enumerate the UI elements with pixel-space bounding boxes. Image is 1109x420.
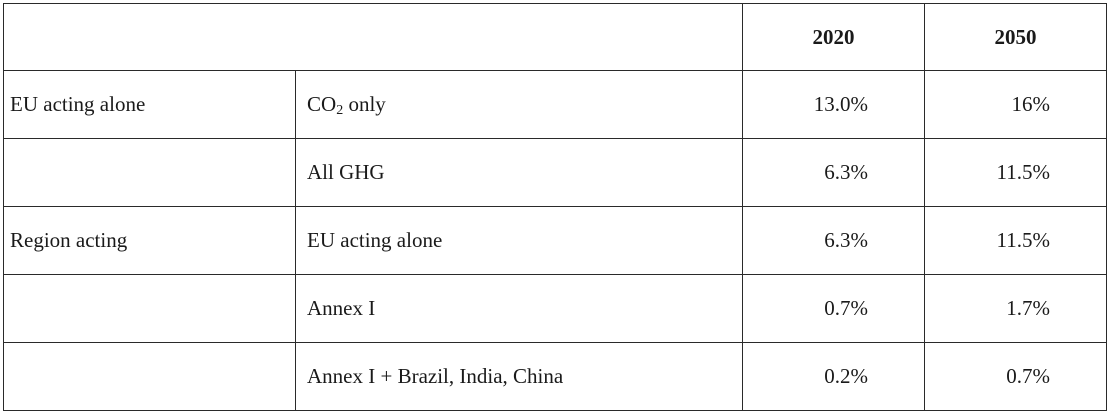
group-cell <box>4 139 296 207</box>
value-2020-cell: 13.0% <box>743 71 925 139</box>
value-2050-cell: 0.7% <box>925 343 1107 411</box>
table-row <box>4 275 1107 343</box>
value-2020-cell: 6.3% <box>743 139 925 207</box>
header-cell-2020: 2020 <box>743 4 925 71</box>
table-row <box>4 343 1107 411</box>
value-2050-cell: 11.5% <box>925 139 1107 207</box>
value-2050-cell: 1.7% <box>925 275 1107 343</box>
group-cell <box>4 275 296 343</box>
group-cell: EU acting alone <box>4 71 296 139</box>
item-cell: EU acting alone <box>296 207 743 275</box>
item-cell <box>296 71 743 139</box>
group-cell: Region acting <box>4 207 296 275</box>
header-cell-2050: 2050 <box>925 4 1107 71</box>
group-cell <box>4 343 296 411</box>
item-cell: Annex I + Brazil, India, China <box>296 343 743 411</box>
item-subscript: 2 <box>336 103 344 118</box>
item-cell: All GHG <box>296 139 743 207</box>
value-2020-cell: 6.3% <box>743 207 925 275</box>
table-row <box>4 71 1107 139</box>
item-text: CO <box>307 92 337 116</box>
table-row <box>4 139 1107 207</box>
value-2020-cell: 0.2% <box>743 343 925 411</box>
value-2050-cell: 11.5% <box>925 207 1107 275</box>
value-2050-cell: 16% <box>925 71 1107 139</box>
header-cell-empty <box>4 4 743 71</box>
item-cell: Annex I <box>296 275 743 343</box>
value-2020-cell: 0.7% <box>743 275 925 343</box>
table-row <box>4 207 1107 275</box>
data-table <box>3 3 1107 411</box>
table-header-row <box>4 4 1107 71</box>
item-suffix: only <box>343 92 386 116</box>
